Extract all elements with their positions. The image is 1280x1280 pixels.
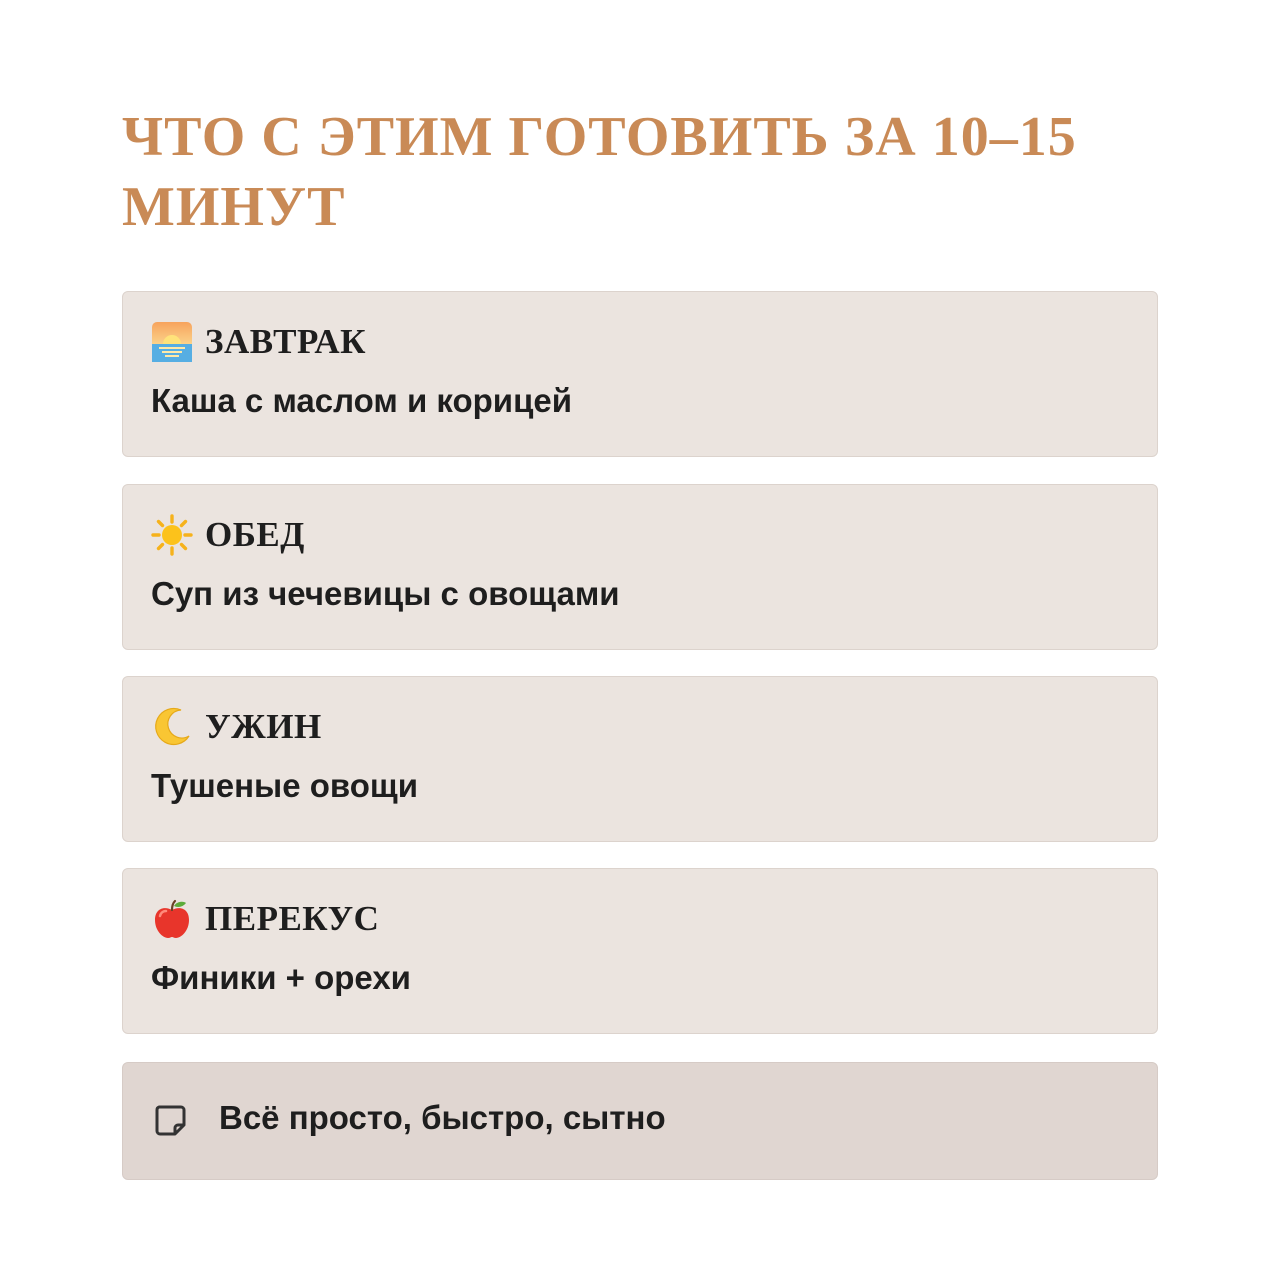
- meal-dish: Финики + орехи: [151, 959, 411, 996]
- meal-header: [151, 897, 379, 941]
- meal-label: ПЕРЕКУС: [205, 899, 380, 938]
- note-text: Всё просто, быстро, сытно: [219, 1099, 666, 1136]
- apple-icon: [151, 898, 193, 940]
- meal-dish: Тушеные овощи: [151, 767, 419, 804]
- meal-label: ОБЕД: [205, 515, 305, 554]
- crescent-moon-icon: [151, 706, 193, 748]
- meal-header: [151, 705, 322, 749]
- sunrise-icon: [151, 321, 193, 363]
- meal-header: [151, 513, 305, 557]
- page-title: ЧТО С ЭТИМ ГОТОВИТЬ ЗА 10–15 МИНУТ: [122, 106, 1077, 238]
- meal-header: [151, 320, 366, 364]
- note-icon: [153, 1103, 189, 1139]
- meal-card-breakfast: [122, 291, 1158, 457]
- meal-card-lunch: [122, 484, 1158, 650]
- note-callout: [122, 1062, 1158, 1180]
- meal-card-snack: [122, 868, 1158, 1034]
- meal-label: ЗАВТРАК: [205, 322, 367, 361]
- meal-label: УЖИН: [205, 707, 322, 746]
- meal-dish: Суп из чечевицы с овощами: [151, 575, 620, 612]
- sun-icon: [151, 514, 193, 556]
- meal-dish: Каша с маслом и корицей: [151, 382, 573, 419]
- meal-card-dinner: [122, 676, 1158, 842]
